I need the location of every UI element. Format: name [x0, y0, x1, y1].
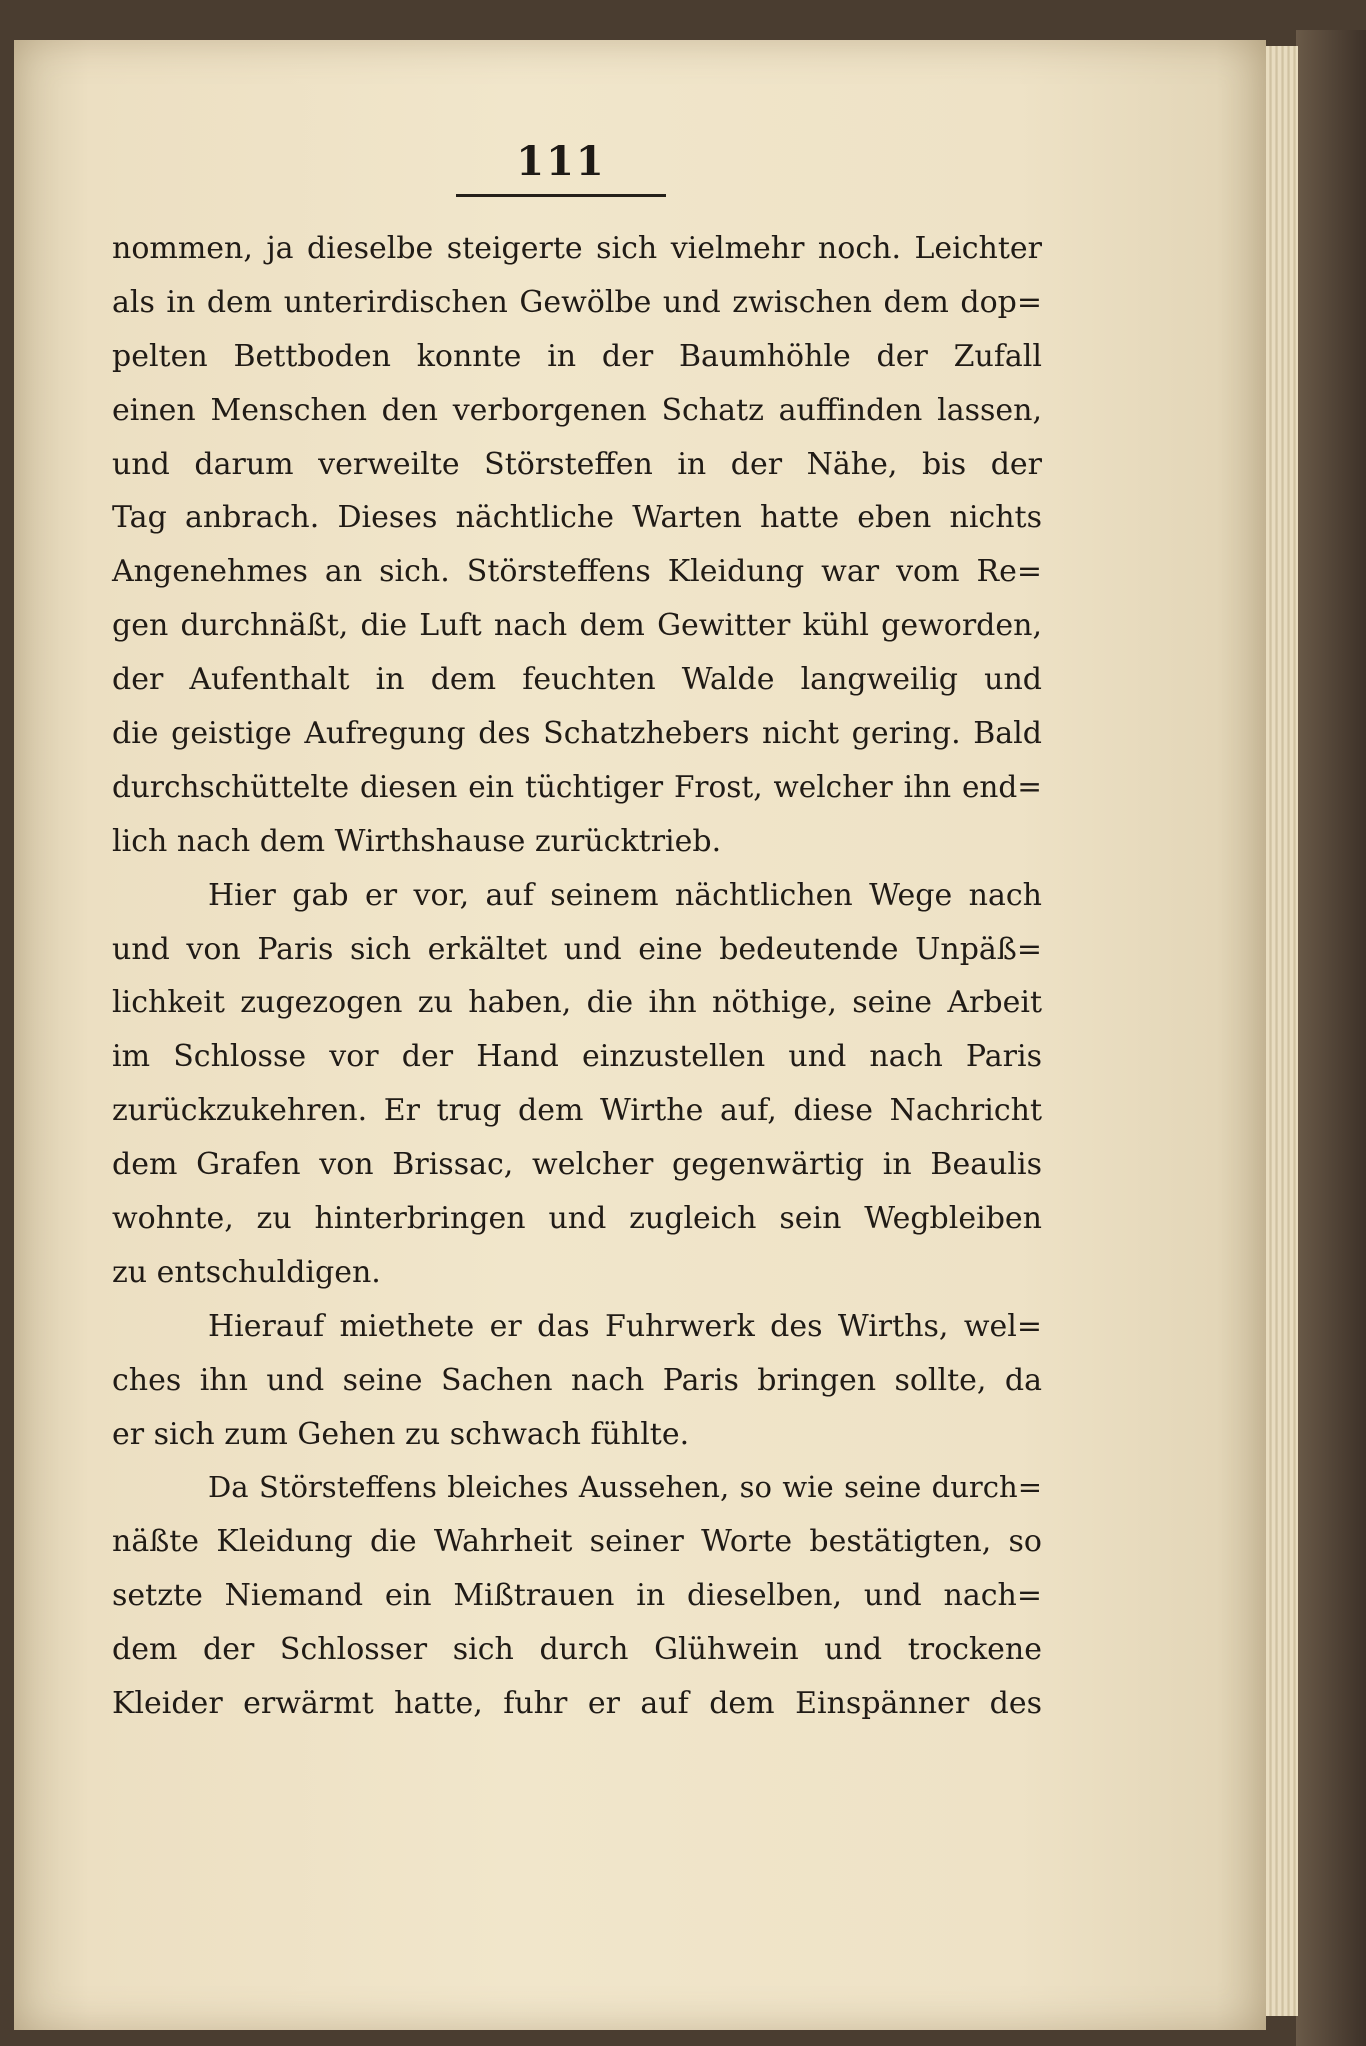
text-line: zu entschuldigen.: [112, 1254, 381, 1290]
text-line: lichkeit zugezogen zu haben, die ihn nöthige, seine Arbeit: [112, 985, 1042, 1021]
text-line: zurückzukehren. Er trug dem Wirthe auf, diese Nachricht: [112, 1093, 1042, 1129]
page-number: 111: [516, 138, 606, 185]
header-rule: [456, 194, 666, 197]
text-line: durchschüttelte diesen ein tüchtiger Frost, welcher ihn end=: [112, 769, 1042, 804]
text-line: näßte Kleidung die Wahrheit seiner Worte bestätigten, so: [112, 1524, 1042, 1560]
text-line: wohnte, zu hinterbringen und zugleich sein Wegbleiben: [112, 1201, 1042, 1237]
text-line: im Schlosse vor der Hand einzustellen und nach Paris: [112, 1039, 1042, 1075]
text-line: pelten Bettboden konnte in der Baumhöhle der Zufall: [112, 338, 1042, 374]
text-line: als in dem unterirdischen Gewölbe und zwischen dem dop=: [112, 284, 1042, 320]
text-line: Angenehmes an sich. Störsteffens Kleidung war vom Re=: [112, 554, 1042, 590]
body-text: [112, 222, 1042, 1731]
text-line: er sich zum Gehen zu schwach fühlte.: [112, 1416, 690, 1452]
text-line: ches ihn und seine Sachen nach Paris bringen sollte, da: [112, 1362, 1042, 1398]
text-line: nommen, ja dieselbe steigerte sich vielmehr noch. Leichter: [112, 231, 1042, 266]
text-line: setzte Niemand ein Mißtrauen in dieselben, und nach=: [112, 1578, 1042, 1614]
text-line: und von Paris sich erkältet und eine bedeutende Unpäß=: [112, 931, 1042, 967]
text-line: die geistige Aufregung des Schatzhebers nicht gering. Bald: [112, 716, 1042, 752]
text-line: Hier gab er vor, auf seinem nächtlichen Wege nach: [208, 877, 1042, 913]
text-line: Da Störsteffens bleiches Aussehen, so wie seine durch=: [208, 1470, 1042, 1505]
text-line: und darum verweilte Störsteffen in der Nähe, bis der: [112, 446, 1042, 482]
text-line: einen Menschen den verborgenen Schatz auffinden lassen,: [112, 392, 1042, 428]
text-line: lich nach dem Wirthshause zurücktrieb.: [112, 823, 722, 859]
text-line: dem der Schlosser sich durch Glühwein und trockene: [112, 1632, 1042, 1668]
text-line: Tag anbrach. Dieses nächtliche Warten hatte eben nichts: [112, 500, 1042, 536]
text-line: gen durchnäßt, die Luft nach dem Gewitter kühl geworden,: [112, 608, 1042, 644]
book-cover-edge: [1296, 30, 1366, 2046]
text-line: Kleider erwärmt hatte, fuhr er auf dem Einspänner des: [112, 1686, 1042, 1722]
text-line: Hierauf miethete er das Fuhrwerk des Wirths, wel=: [208, 1308, 1042, 1344]
text-line: der Aufenthalt in dem feuchten Walde langweilig und: [112, 662, 1042, 698]
text-line: dem Grafen von Brissac, welcher gegenwärtig in Beaulis: [112, 1147, 1042, 1183]
